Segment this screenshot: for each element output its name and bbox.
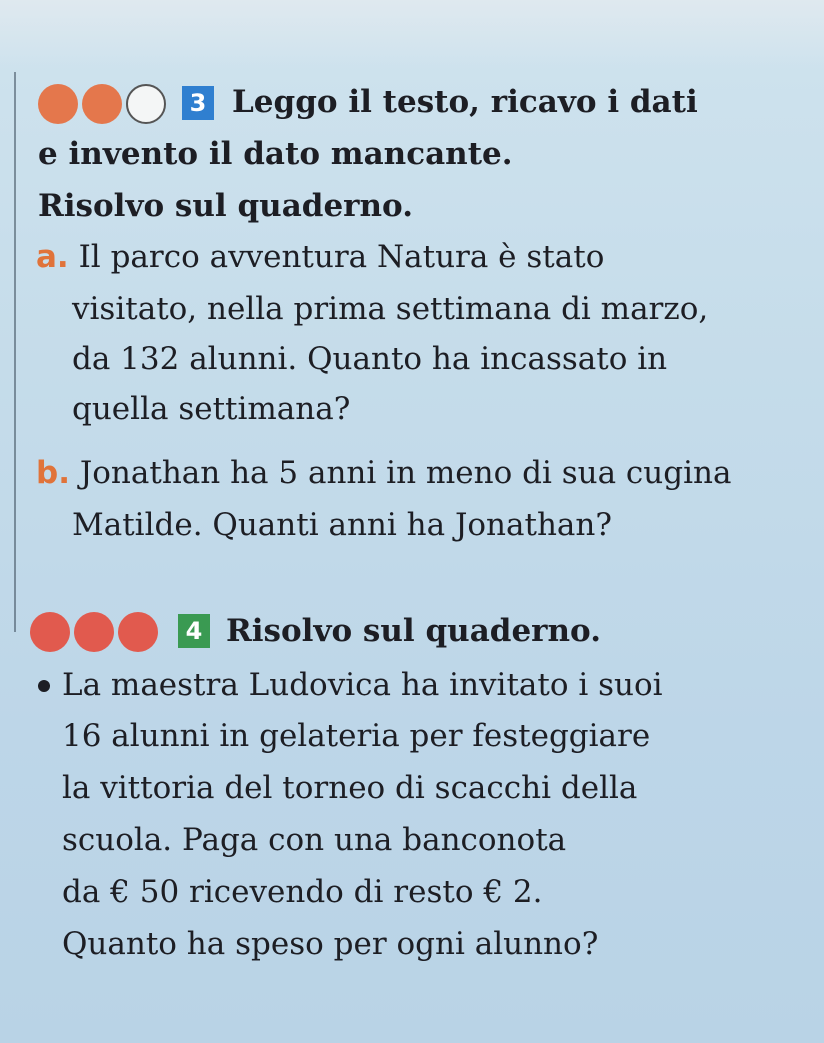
instruction-line: Risolvo sul quaderno. (226, 613, 601, 649)
problem-line: scuola. Paga con una banconota (62, 822, 567, 858)
difficulty-dot-filled (118, 612, 158, 652)
problem-line: la vittoria del torneo di scacchi della (62, 770, 638, 806)
item-text: Jonathan ha 5 anni in meno di sua cugina (79, 455, 732, 491)
problem-line: da € 50 ricevendo di resto € 2. (62, 874, 543, 910)
difficulty-indicator-3 (38, 84, 166, 124)
instruction-line: e invento il dato mancante. (38, 136, 513, 172)
difficulty-dot-filled (30, 612, 70, 652)
item-label: b. (36, 455, 70, 491)
bullet-icon (38, 680, 50, 692)
problem-line: 16 alunni in gelateria per festeggiare (62, 718, 651, 754)
instruction-line: Leggo il testo, ricavo i dati (232, 84, 698, 120)
margin-line (14, 72, 16, 632)
item-b-line: Matilde. Quanti anni ha Jonathan? (72, 507, 612, 543)
difficulty-dot-filled (38, 84, 78, 124)
item-a-line: quella settimana? (72, 391, 351, 427)
exercise-number-badge: 4 (178, 614, 210, 648)
item-a-line: da 132 alunni. Quanto ha incassato in (72, 341, 668, 377)
item-a-line (36, 237, 604, 277)
difficulty-dot-filled (82, 84, 122, 124)
problem-line: La maestra Ludovica ha invitato i suoi (62, 667, 663, 703)
item-text: Il parco avventura Natura è stato (78, 239, 605, 275)
item-b-line (36, 453, 731, 493)
difficulty-indicator-4 (30, 612, 158, 652)
difficulty-dot-empty (126, 84, 166, 124)
item-a-line: visitato, nella prima settimana di marzo, (72, 291, 709, 327)
exercise-number-badge: 3 (182, 86, 214, 120)
difficulty-dot-filled (74, 612, 114, 652)
item-label: a. (36, 239, 69, 275)
instruction-line: Risolvo sul quaderno. (38, 188, 413, 224)
problem-line: Quanto ha speso per ogni alunno? (62, 926, 599, 962)
page-top-edge (0, 0, 824, 70)
